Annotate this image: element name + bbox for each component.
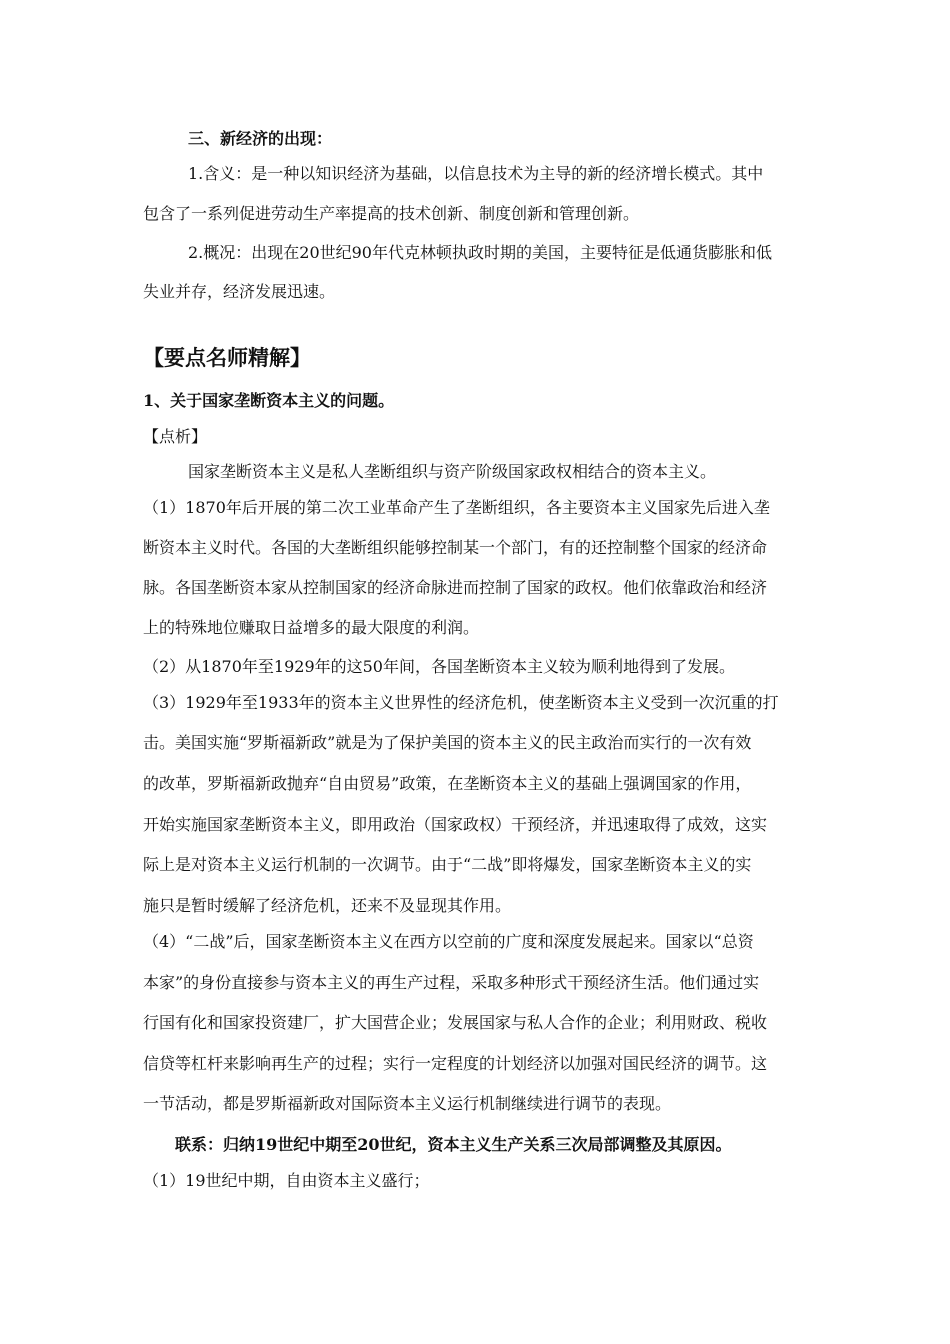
section-heading: 三、新经济的出现： — [188, 129, 333, 148]
item1-line2: 包含了一系列促进劳动生产率提高的技术创新、制度创新和管理创新。 — [143, 204, 640, 223]
para4-line: （4）“二战”后，国家垄断资本主义在西方以空前的广度和深度发展起来。国家以“总资 — [143, 932, 754, 951]
para2-text: （2）从1870年至1929年的这50年间，各国垄断资本主义较为顺利地得到了发展。 — [143, 657, 735, 676]
para3-line: 际上是对资本主义运行机制的一次调节。由于“二战”即将爆发，国家垄断资本主义的实 — [143, 855, 752, 874]
para1-line: 脉。各国垄断资本家从控制国家的经济命脉进而控制了国家的政权。他们依靠政治和经济 — [143, 578, 768, 597]
para3-line: 的改革，罗斯福新政抛弃“自由贸易”政策，在垄断资本主义的基础上强调国家的作用， — [143, 774, 752, 793]
para1-line: （1）1870年后开展的第二次工业革命产生了垄断组织，各主要资本主义国家先后进入垄 — [143, 498, 770, 517]
question-1: 1、关于国家垄断资本主义的问题。 — [143, 391, 395, 410]
para4-line: 行国有化和国家投资建厂，扩大国营企业；发展国家与私人合作的企业；利用财政、税收 — [143, 1013, 768, 1032]
para4-line: 信贷等杠杆来影响再生产的过程；实行一定程度的计划经济以加强对国民经济的调节。这 — [143, 1054, 768, 1073]
key-points-title: 【要点名师精解】 — [143, 345, 311, 370]
para1-line: 上的特殊地位赚取日益增多的最大限度的利润。 — [143, 618, 480, 637]
para3-line: （3）1929年至1933年的资本主义世界性的经济危机，使垄断资本主义受到一次沉重的打 — [143, 693, 779, 712]
analysis-label: 【点析】 — [143, 427, 208, 446]
para3-line: 施只是暂时缓解了经济危机，还来不及显现其作用。 — [143, 896, 512, 915]
definition-text: 国家垄断资本主义是私人垄断组织与资产阶级国家政权相结合的资本主义。 — [188, 462, 717, 481]
link-item-1: （1）19世纪中期，自由资本主义盛行； — [143, 1171, 430, 1190]
para1-line: 断资本主义时代。各国的大垄断组织能够控制某一个部门，有的还控制整个国家的经济命 — [143, 538, 768, 557]
para4-line: 一节活动，都是罗斯福新政对国际资本主义运行机制继续进行调节的表现。 — [143, 1094, 672, 1113]
link-heading: 联系：归纳19世纪中期至20世纪，资本主义生产关系三次局部调整及其原因。 — [175, 1135, 732, 1154]
para4-line: 本家”的身份直接参与资本主义的再生产过程，采取多种形式干预经济生活。他们通过实 — [143, 973, 760, 992]
item2-line2: 失业并存，经济发展迅速。 — [143, 282, 336, 301]
item2-line1: 2.概况：出现在20世纪90年代克林顿执政时期的美国，主要特征是低通货膨胀和低 — [188, 243, 772, 262]
item1-line1: 1.含义：是一种以知识经济为基础，以信息技术为主导的新的经济增长模式。其中 — [188, 164, 764, 183]
para3-line: 开始实施国家垄断资本主义，即用政治（国家政权）干预经济，并迅速取得了成效，这实 — [143, 815, 768, 834]
para3-line: 击。美国实施“罗斯福新政”就是为了保护美国的资本主义的民主政治而实行的一次有效 — [143, 733, 752, 752]
